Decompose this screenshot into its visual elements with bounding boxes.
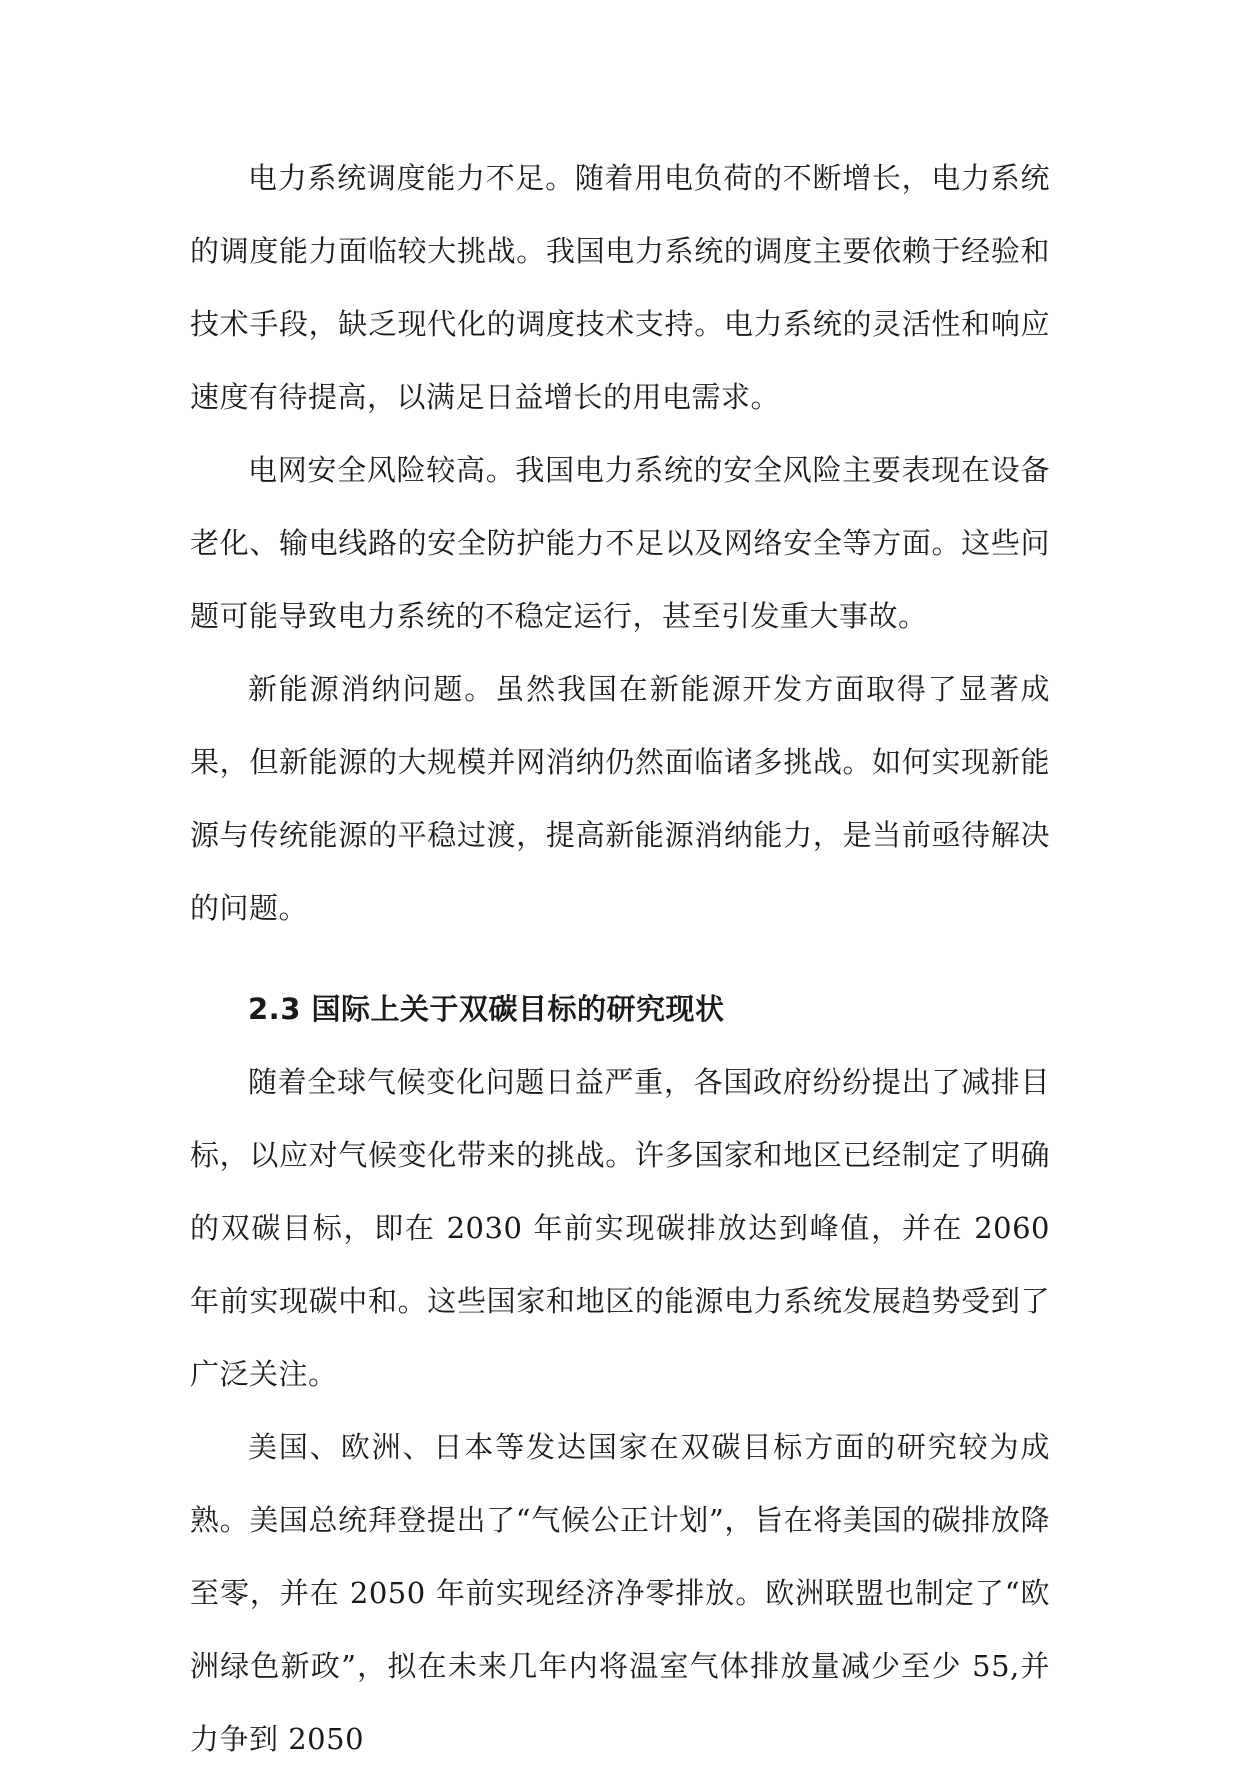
paragraph-global-climate-targets: 随着全球气候变化问题日益严重，各国政府纷纷提出了减排目标，以应对气候变化带来的挑战。许多国家和地区已经制定了明确的双碳目标，即在 2030 年前实现碳排放达到峰值，并在 2060 年前实现碳中和。这些国家和地区的能源电力系统发展趋势受到了广泛关注。 xyxy=(190,1065,1050,1391)
section-heading: 2.3 国际上关于双碳目标的研究现状 xyxy=(248,992,725,1026)
paragraph-grid-security-risk: 电网安全风险较高。我国电力系统的安全风险主要表现在设备老化、输电线路的安全防护能力不足以及网络安全等方面。这些问题可能导致电力系统的不稳定运行，甚至引发重大事故。 xyxy=(190,453,1050,633)
paragraph-developed-countries-research: 美国、欧洲、日本等发达国家在双碳目标方面的研究较为成熟。美国总统拜登提出了“气候公正计划”，旨在将美国的碳排放降至零，并在 2050 年前实现经济净零排放。欧洲联盟也制定了“欧洲绿色新政”，拟在未来几年内将温室气体排放量减少至少 55,并力争到 2050 xyxy=(190,1430,1050,1756)
document-body xyxy=(190,142,1050,1776)
paragraph-dispatch-capability: 电力系统调度能力不足。随着用电负荷的不断增长，电力系统的调度能力面临较大挑战。我国电力系统的调度主要依赖于经验和技术手段，缺乏现代化的调度技术支持。电力系统的灵活性和响应速度有待提高，以满足日益增长的用电需求。 xyxy=(190,161,1050,414)
paragraph-new-energy-consumption: 新能源消纳问题。虽然我国在新能源开发方面取得了显著成果，但新能源的大规模并网消纳仍然面临诸多挑战。如何实现新能源与传统能源的平稳过渡，提高新能源消纳能力，是当前亟待解决的问题。 xyxy=(190,672,1050,925)
